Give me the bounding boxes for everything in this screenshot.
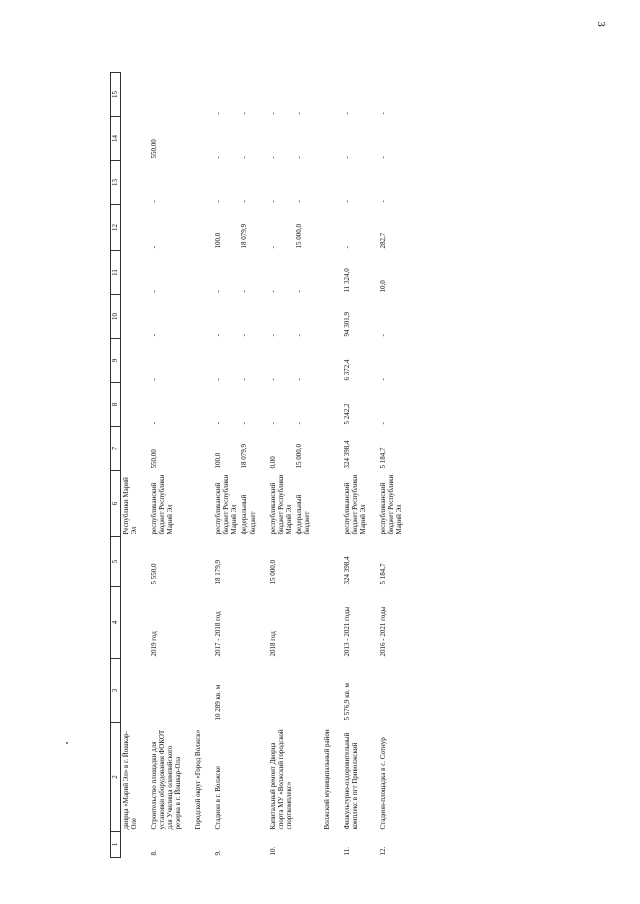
amount-cell: - (150, 246, 159, 249)
amount-cell (149, 73, 183, 117)
amount-cell (193, 205, 203, 251)
amount-cell: - (294, 378, 303, 381)
column-header: 2 (111, 723, 121, 832)
column-header: 11 (111, 251, 121, 295)
period-cell: 2016 - 2021 годы (378, 606, 387, 657)
table-row (193, 73, 203, 858)
row-number-cell: 12. (378, 846, 387, 856)
object-name-cell (294, 723, 312, 832)
amount-cell (322, 73, 332, 117)
period-cell (322, 587, 332, 659)
amount-cell: 5 242,2 (342, 403, 351, 425)
spacer-cell (258, 73, 268, 858)
amount-cell: - (378, 156, 387, 159)
amount-cell (121, 73, 140, 117)
amount-cell: 94 301,9 (342, 312, 351, 337)
amount-cell: 0,00 (268, 456, 277, 469)
amount-cell: - (294, 334, 303, 337)
row-spacer (404, 73, 414, 858)
row-spacer (332, 73, 342, 858)
funding-source-cell (193, 471, 203, 537)
amount-cell (322, 383, 332, 427)
amount-cell: 282,7 (378, 232, 387, 249)
spacer-cell (139, 73, 149, 858)
table-row (121, 73, 140, 858)
total-cost-cell (294, 537, 312, 587)
amount-cell: - (240, 156, 249, 159)
period-cell (121, 587, 140, 659)
column-header: 15 (111, 73, 121, 117)
amount-cell (121, 205, 140, 251)
total-cost-cell (193, 537, 203, 587)
column-header: 10 (111, 295, 121, 339)
amount-cell (322, 117, 332, 161)
row-number-cell (121, 832, 140, 858)
period-cell (294, 587, 312, 659)
amount-cell: 15 000,0 (294, 444, 303, 469)
total-cost-cell (239, 537, 257, 587)
row-number-cell (294, 832, 312, 858)
row-number-cell: 8. (150, 850, 159, 856)
object-name-cell: Волжский муниципальный район (322, 729, 331, 830)
object-name-cell: Стадион-площадка в с. Сотнур (378, 737, 387, 830)
amount-cell: 11 324,0 (342, 268, 351, 293)
object-name-cell: двирца «Марий Эл» в г. Йошкар-Оле (122, 731, 139, 830)
amount-cell: - (268, 422, 277, 425)
table-row (239, 73, 257, 858)
row-spacer (203, 73, 213, 858)
amount-cell (121, 251, 140, 295)
program-table (110, 72, 414, 858)
amount-cell: - (214, 200, 223, 203)
period-cell (239, 587, 257, 659)
amount-cell: - (294, 422, 303, 425)
row-number-cell: 10. (268, 846, 277, 856)
capacity-cell (239, 659, 257, 723)
capacity-cell (268, 659, 294, 723)
column-header: 6 (111, 471, 121, 537)
amount-cell: - (342, 156, 351, 159)
column-header: 14 (111, 117, 121, 161)
amount-cell (121, 339, 140, 383)
funding-source-cell: федеральный бюджет (240, 494, 257, 535)
amount-cell (322, 339, 332, 383)
page-number: 3 (594, 21, 607, 27)
amount-cell: - (342, 246, 351, 249)
amount-cell: - (294, 290, 303, 293)
scan-speck (66, 742, 68, 744)
object-name-cell: Городской округ «Город Волжск» (194, 729, 203, 830)
spacer-cell (368, 73, 378, 858)
amount-cell: - (214, 156, 223, 159)
amount-cell (322, 295, 332, 339)
funding-source-cell: Республики Марий Эл (122, 477, 139, 535)
amount-cell (322, 205, 332, 251)
object-name-cell: Капитальный ремонт Дворца спорта МУ «Волжский городской спорткомплекс» (268, 729, 293, 830)
column-header: 7 (111, 427, 121, 471)
amount-cell: 5 184,7 (378, 447, 387, 469)
amount-cell: - (240, 200, 249, 203)
amount-cell: - (150, 422, 159, 425)
row-spacer (139, 73, 149, 858)
column-header: 9 (111, 339, 121, 383)
object-name-cell: Строительство площадки для установки оборудования ФОКОТ для Училища олимпийского резерва в г. Йошкар-Ола (150, 729, 183, 830)
row-number-cell (322, 832, 332, 858)
capacity-cell (322, 659, 332, 723)
amount-cell: - (150, 378, 159, 381)
object-name-cell (239, 723, 257, 832)
period-cell: 2017 - 2018 год (214, 611, 223, 657)
amount-cell: 100,0 (214, 232, 223, 249)
amount-cell: 18 079,9 (240, 444, 249, 469)
row-spacer (312, 73, 322, 858)
total-cost-cell (322, 537, 332, 587)
spacer-cell (203, 73, 213, 858)
row-number-cell (193, 832, 203, 858)
amount-cell: 15 000,0 (294, 224, 303, 249)
table-row (342, 73, 368, 858)
amount-cell: - (214, 290, 223, 293)
table-row (294, 73, 312, 858)
column-header: 5 (111, 537, 121, 587)
amount-cell: - (378, 422, 387, 425)
column-header: 3 (111, 659, 121, 723)
amount-cell (121, 427, 140, 471)
amount-cell: 100,0 (214, 452, 223, 469)
amount-cell (322, 427, 332, 471)
total-cost-cell: 15 000,0 (268, 560, 277, 585)
amount-cell: - (378, 112, 387, 115)
amount-cell: - (268, 156, 277, 159)
capacity-cell (378, 659, 404, 723)
amount-cell: - (268, 246, 277, 249)
row-number-cell: 9. (214, 850, 223, 856)
amount-cell: - (150, 290, 159, 293)
table-row (322, 73, 332, 858)
amount-cell (193, 295, 203, 339)
column-header: 4 (111, 587, 121, 659)
funding-source-cell: республиканский бюджет Республики Марий Эл (342, 474, 367, 535)
total-cost-cell: 5 550,0 (150, 563, 159, 585)
amount-cell: - (294, 112, 303, 115)
row-spacer (258, 73, 268, 858)
amount-cell: - (294, 200, 303, 203)
amount-cell: 550,00 (150, 449, 159, 469)
amount-cell (193, 73, 203, 117)
capacity-cell (149, 659, 183, 723)
amount-cell: 550,00 (150, 139, 159, 159)
amount-cell (121, 117, 140, 161)
amount-cell: - (378, 200, 387, 203)
funding-source-cell (322, 471, 332, 537)
amount-cell (121, 161, 140, 205)
period-cell (193, 587, 203, 659)
amount-cell: - (342, 200, 351, 203)
funding-source-cell: республиканский бюджет Республики Марий Эл (150, 474, 175, 535)
funding-source-cell: республиканский бюджет Республики Марий Эл (378, 474, 404, 535)
capacity-cell (294, 659, 312, 723)
amount-cell (193, 161, 203, 205)
period-cell: 2013 - 2021 годы (342, 606, 351, 657)
amount-cell: - (268, 112, 277, 115)
period-cell: 2019 год (150, 631, 159, 657)
table-row (268, 73, 294, 858)
total-cost-cell: 5 184,7 (378, 563, 387, 585)
capacity-cell: 5 576,9 кв. м (342, 683, 351, 721)
amount-cell: - (240, 112, 249, 115)
column-header: 13 (111, 161, 121, 205)
amount-cell: 18 079,9 (240, 224, 249, 249)
object-name-cell: Физкультурно-оздоровительный комплекс в пгт Приволжский (342, 732, 359, 830)
object-name-cell: Стадион в г. Волжске (214, 766, 223, 830)
funding-source-cell: республиканский бюджет Республики Марий Эл (214, 474, 239, 535)
amount-cell: - (294, 156, 303, 159)
funding-source-cell: республиканский бюджет Республики Марий Эл (268, 474, 293, 535)
amount-cell: - (240, 378, 249, 381)
column-header: 12 (111, 205, 121, 251)
table-body (121, 73, 415, 858)
spacer-cell (332, 73, 342, 858)
spacer-cell (312, 73, 322, 858)
amount-cell: - (240, 422, 249, 425)
amount-cell (121, 295, 140, 339)
amount-cell (121, 383, 140, 427)
capacity-cell: 10 289 кв. м (214, 684, 223, 721)
table-row (213, 73, 239, 858)
amount-cell: - (240, 334, 249, 337)
amount-cell: - (268, 334, 277, 337)
amount-cell: 6 372,4 (342, 359, 351, 381)
row-number-cell (239, 832, 257, 858)
total-cost-cell (121, 537, 140, 587)
capacity-cell (193, 659, 203, 723)
table-row (378, 73, 404, 858)
amount-cell: 324 398,4 (342, 440, 351, 469)
column-header: 1 (111, 832, 121, 858)
amount-cell: - (214, 422, 223, 425)
amount-cell: - (268, 200, 277, 203)
total-cost-cell: 18 179,9 (214, 560, 223, 585)
amount-cell: - (268, 290, 277, 293)
funding-source-cell: федеральный бюджет (294, 494, 311, 535)
amount-cell (193, 339, 203, 383)
amount-cell: - (150, 200, 159, 203)
amount-cell: - (214, 378, 223, 381)
amount-cell (322, 251, 332, 295)
amount-cell: - (240, 290, 249, 293)
column-number-row (111, 73, 121, 858)
table-row (149, 73, 183, 858)
amount-cell (322, 161, 332, 205)
amount-cell: - (342, 112, 351, 115)
amount-cell (193, 117, 203, 161)
amount-cell (193, 383, 203, 427)
row-number-cell: 11. (342, 847, 351, 856)
total-cost-cell: 324 398,4 (342, 556, 351, 585)
amount-cell (193, 251, 203, 295)
amount-cell: - (214, 334, 223, 337)
amount-cell: 10,0 (378, 280, 387, 293)
amount-cell: - (214, 112, 223, 115)
rotated-table-sheet (110, 38, 630, 858)
spacer-cell (183, 73, 193, 858)
amount-cell: - (378, 334, 387, 337)
amount-cell: - (268, 378, 277, 381)
column-header: 8 (111, 383, 121, 427)
row-spacer (183, 73, 193, 858)
capacity-cell (121, 659, 140, 723)
spacer-cell (404, 73, 414, 858)
period-cell: 2018 год (268, 631, 277, 657)
row-spacer (368, 73, 378, 858)
amount-cell (193, 427, 203, 471)
amount-cell: - (150, 334, 159, 337)
amount-cell: - (378, 378, 387, 381)
